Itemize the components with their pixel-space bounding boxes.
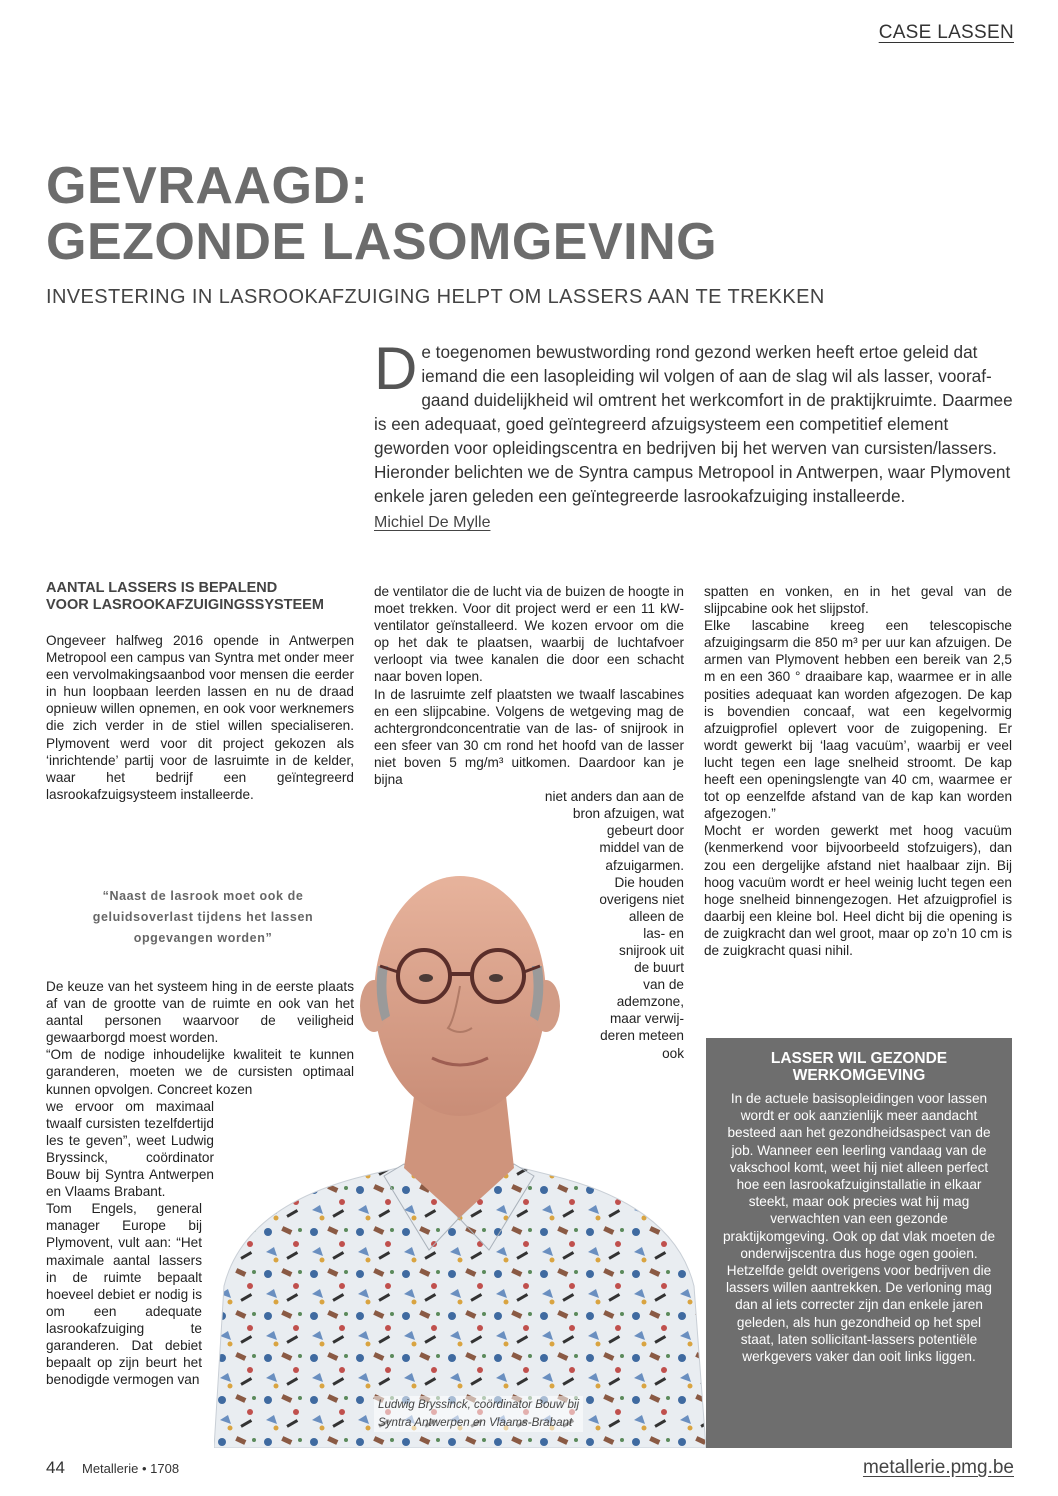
title-line-2: GEZONDE LASOMGEVING (46, 213, 718, 271)
wrapped-text-line: van de (643, 977, 684, 993)
pull-quote-line-1: “Naast de lasrook moet ook de (102, 889, 304, 903)
author-byline[interactable]: Michiel De Mylle (374, 514, 491, 531)
column-1 (46, 580, 354, 803)
body-paragraph: In de lasruimte zelf plaatsten we twaalf lascabines en een slijpcabine. Volgens de wetgeving mag de achtergrondconcentratie van de las- of snijrook in een sfeer van 30 cm rond het hoofd van de lasser niet boven 5 mg/m³ uitkomen. Daardoor kan je bijna (374, 686, 684, 788)
drop-cap: D (374, 335, 418, 402)
pull-quote-line-2: geluidsoverlast tijdens het lassen (92, 910, 314, 924)
body-paragraph: Ongeveer halfweg 2016 opende in Antwerpen Metropool een campus van Syntra met onder meer een vervolmakingsaanbod voor mensen die eerder in hun loopbaan leerden lassen en nu de draad opnieuw willen opnemen, en ook voor werknemers die zich verder in de stiel willen specialiseren. Plymovent werd voor dit project gekozen als ‘inrichtende’ partij voor de lasruimte in de kelder, waar het bedrijf een geïntegreerd lasrookafzuigsysteem installeerde. (46, 633, 354, 802)
wrapped-text-line: ademzone, (616, 994, 684, 1010)
page-number: 44 (46, 1458, 65, 1477)
body-paragraph: Tom Engels, general manager Europe bij Plymovent, vult aan: “Het maximale aantal lassers in de ruimte bepaalt hoeveel debiet er nodig is om een adequate lasrookafzuiging te garanderen. Dat debiet bepaalt op zijn beurt het benodigde vermogen van (46, 1201, 202, 1388)
body-paragraph: Elke lascabine kreeg een telescopische afzuigingsarm die 850 m³ per uur kan afzuigen. De armen van Plymovent hebben een bereik van 2,5 m en een 360 ° draaibare kap, waarmee er in alle posities adequaat kan worden afgezogen. De kap is bovendien concaaf, wat een kegelvormig afzuigprofiel oplevert voor de zuigopening. Er wordt gewerkt bij ‘laag vacuüm’, waarbij er veel lucht tegen een lage snelheid stroomt. De kap heeft een openingslengte van 40 cm, waarmee er tot op eenzelfde afstand van de kap kan worden afgezogen.” (704, 618, 1012, 822)
wrapped-text-line: niet anders dan aan de (544, 789, 684, 805)
wrapped-text-line: Die houden (614, 874, 684, 890)
wrapped-text-line: afzuigarmen. (605, 857, 684, 873)
wrapped-text-line: snijrook uit (619, 942, 684, 958)
wrapped-text-line: overigens niet (599, 891, 684, 907)
sidebar-heading-line-2: WERKOMGEVING (792, 1067, 926, 1084)
wrapped-text-line: deren meteen (600, 1028, 684, 1044)
wrapped-text-line: middel van de (599, 840, 684, 856)
body-paragraph: spatten en vonken, en in het geval van de slijpcabine ook het slijpstof. (704, 584, 1012, 617)
photo-caption (374, 1396, 583, 1432)
wrapped-text-line: bron afzuigen, wat (572, 806, 684, 822)
sidebar-heading (706, 1050, 1012, 1084)
wrapped-text-line: gebeurt door (606, 823, 684, 839)
wrapped-text-line: las- en (643, 925, 684, 941)
section-tag: CASE LASSEN (878, 22, 1014, 43)
column-1-continued (46, 978, 354, 1388)
wrapped-text-line: ook (662, 1045, 684, 1061)
website-link[interactable]: metallerie.pmg.be (862, 1457, 1014, 1478)
body-paragraph: we ervoor om maximaal twaalf cursisten tezelfdertijd les te geven”, weet Ludwig Bryssinck, coördinator Bouw bij Syntra Antwerpen en Vlaams Brabant. (46, 1098, 214, 1200)
body-paragraph: Mocht er worden gewerkt met hoog vacuüm (kenmerkend voor bijvoorbeeld stofzuigers), dan zou een dergelijke afstand niet haalbaar zijn. Bij hoog vacuüm wordt er heel weinig lucht tegen een hoge snelheid binnengezogen. Het afzuigprofiel is daarbij een kleine bol. Heel dicht bij die opening is de zuigkracht dan wel groot, maar op zo’n 10 cm is de zuigkracht quasi nihil. (704, 823, 1012, 958)
body-paragraph: de ventilator die de lucht via de buizen de hoogte in moet trekken. Voor dit project werd er een 11 kW-ventilator geïnstalleerd. We kozen ervoor om die op het dak te plaatsen, waarbij de luchtafvoer verloopt via twee kanalen die door een schacht naar boven lopen. (374, 584, 684, 685)
wrapped-text (524, 788, 684, 1062)
section-heading-line-2: VOOR LASROOKAFZUIGINGSSYSTEEM (46, 597, 324, 613)
subtitle: INVESTERING IN LASROOKAFZUIGING HELPT OM LASSERS AAN TE TREKKEN (46, 286, 825, 308)
section-heading-line-1: AANTAL LASSERS IS BEPALEND (46, 580, 278, 596)
wrapped-text-line: maar verwij- (609, 1011, 684, 1027)
sidebar-text: In de actuele basisopleidingen voor lassen wordt er ook aanzienlijk meer aandacht besteed aan het gezondheidsaspect van de job. Wanneer een leerling vandaag van de vakschool komt, weet hij niet alleen perfect hoe een lasrookafzuiginstallatie in elkaar steekt, maar ook precies wat hij mag verwachten van een gezonde praktijkomgeving. Ook op dat vlak moeten de onderwijscentra dus hoge ogen gooien. Hetzelfde geldt overigens voor bedrijven die lassers willen aantrekken. De verloning mag dan al iets correcter zijn dan enkele jaren geleden, als hun gezondheid op het spel staat, laten sollicitant-lassers potentiële werkgevers vaker dan ooit links liggen. (722, 1091, 996, 1365)
body-paragraph: “Om de nodige inhoudelijke kwaliteit te kunnen garanderen, moeten we de cursisten optimaal kunnen opvolgen. Concreet kozen (46, 1047, 354, 1097)
intro-text: e toegenomen bewustwording rond gezond werken heeft ertoe geleid dat iemand die een lasopleiding wil volgen of aan de slag wil als lasser, vooraf-gaand duidelijkheid wil omtrent het werkcomfort in de praktijkruimte. Daarmee is een adequaat, goed geïntegreerd afzuigsysteem een competitief element geworden voor opleidingscentra en bedrijven bij het werven van cursisten/lassers. Hieronder belichten we de Syntra campus Metropool in Antwerpen, waar Plymovent enkele jaren geleden een geïntegreerde lasrookafzuiging installeerde. (374, 342, 1013, 506)
title-line-1: GEVRAAGD: (46, 157, 369, 215)
photo-caption-line-2: Syntra Antwerpen en Vlaams-Brabant (378, 1416, 573, 1429)
column-2 (374, 583, 684, 1062)
page-title (46, 158, 717, 270)
section-heading (46, 580, 354, 614)
column-3 (704, 583, 1012, 959)
sidebar-heading-line-1: LASSER WIL GEZONDE (770, 1050, 948, 1067)
sidebar-box (706, 1038, 1012, 1448)
wrapped-text-line: de buurt (634, 960, 684, 976)
wrapped-text-line: alleen de (628, 908, 684, 924)
pull-quote-line-3: opgevangen worden” (133, 931, 273, 945)
body-paragraph: De keuze van het systeem hing in de eerste plaats af van de grootte van de ruimte en ook van het aantal personen waarvoor de veiligheid gewaarborgd moest worden. (46, 979, 354, 1046)
photo-caption-line-1: Ludwig Bryssinck, coördinator Bouw bij (378, 1398, 580, 1411)
magazine-issue: Metallerie • 1708 (82, 1461, 180, 1476)
intro-paragraph (374, 335, 1014, 508)
